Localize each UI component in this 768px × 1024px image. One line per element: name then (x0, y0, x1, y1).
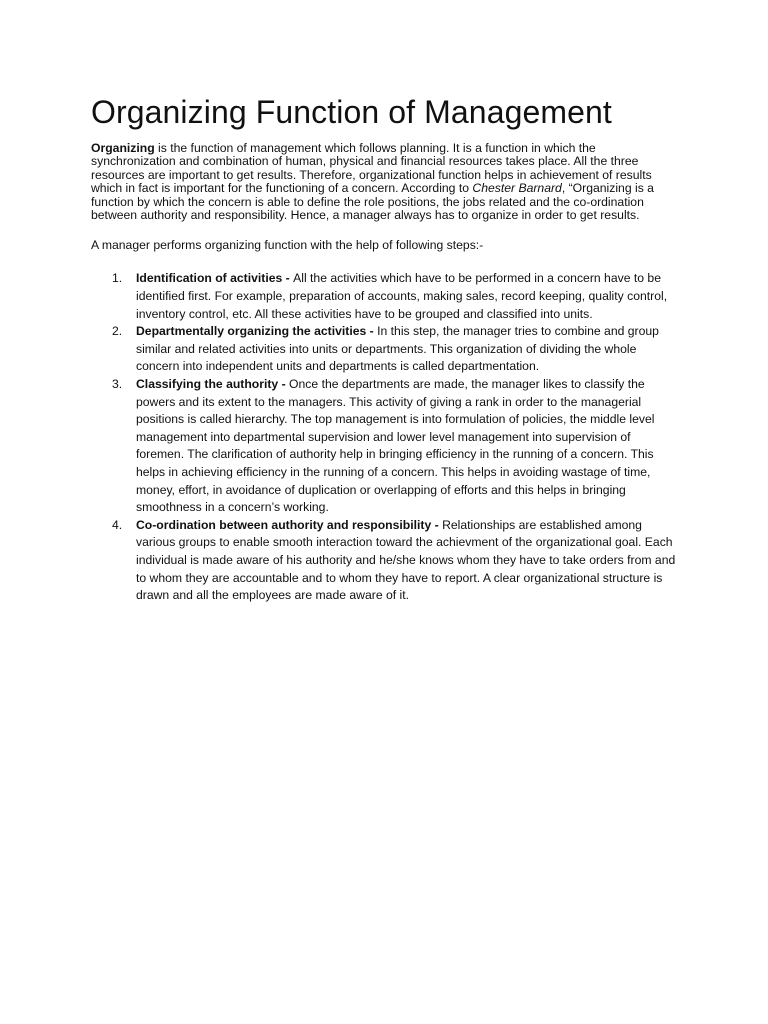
list-item (91, 517, 680, 605)
step-number: 1. (112, 271, 123, 286)
steps-list (91, 270, 680, 604)
step-text: All the activities which have to be performed in a concern have to be identified first. For example, preparation of accounts, making sales, record keeping, quality control, inventory control, etc. All these activities have to be grouped and classified into units. (136, 271, 668, 321)
step-text: Relationships are established among various groups to enable smooth interaction toward the achievment of the organizational goal. Each individual is made aware of his authority and he/she knows whom they have to take orders from and to whom they are accountable and to whom they have to report. A clear organizational structure is drawn and all the employees are made aware of it. (136, 517, 676, 603)
list-item (91, 270, 680, 323)
step-heading: Classifying the authority - (136, 377, 290, 391)
step-text: In this step, the manager tries to combine and group similar and related activities into units or departments. This organization of dividing the whole concern into independent units and departments is called departmentation. (136, 324, 659, 374)
intro-paragraph (91, 142, 680, 222)
intro-text-before-author: is the function of management which follows planning. It is a function in which the synchronization and combination of human, physical and financial resources takes place. All the three resources are important to get results. Therefore, organizational function helps in achievement of results which in fact is important for the functioning of a concern. According to (91, 141, 652, 196)
step-heading: Co-ordination between authority and responsibility - (136, 517, 443, 532)
intro-text-after-author: , “Organizing is a function by which the concern is able to define the role positions, the jobs related and the co-ordination between authority and responsibility. Hence, a manager always has to organize in order to get results. (91, 181, 654, 223)
steps-lead: A manager performs organizing function with the help of following steps:- (91, 238, 484, 253)
step-heading: Identification of activities - (136, 271, 294, 286)
step-number: 3. (112, 377, 123, 391)
page-title: Organizing Function of Management (91, 94, 612, 130)
intro-author: Chester Barnard (472, 181, 562, 196)
step-number: 2. (112, 324, 123, 339)
step-number: 4. (112, 517, 123, 532)
step-text: Once the departments are made, the manager likes to classify the powers and its extent to the managers. This activity of giving a rank in order to the managerial positions is called hierarchy. The top management is into formulation of policies, the middle level management into departmental supervision and lower level management into supervision of foremen. The clarification of authority help in bringing efficiency in the running of a concern. This helps in achieving efficiency in the running of a concern. This helps in avoiding wastage of time, money, effort, in avoidance of duplication or overlapping of efforts and this helps in bringing smoothness in a concern’s working. (136, 377, 655, 515)
intro-term: Organizing (91, 141, 155, 155)
list-item (91, 323, 680, 376)
list-item (91, 376, 680, 517)
step-heading: Departmentally organizing the activities - (136, 324, 378, 339)
